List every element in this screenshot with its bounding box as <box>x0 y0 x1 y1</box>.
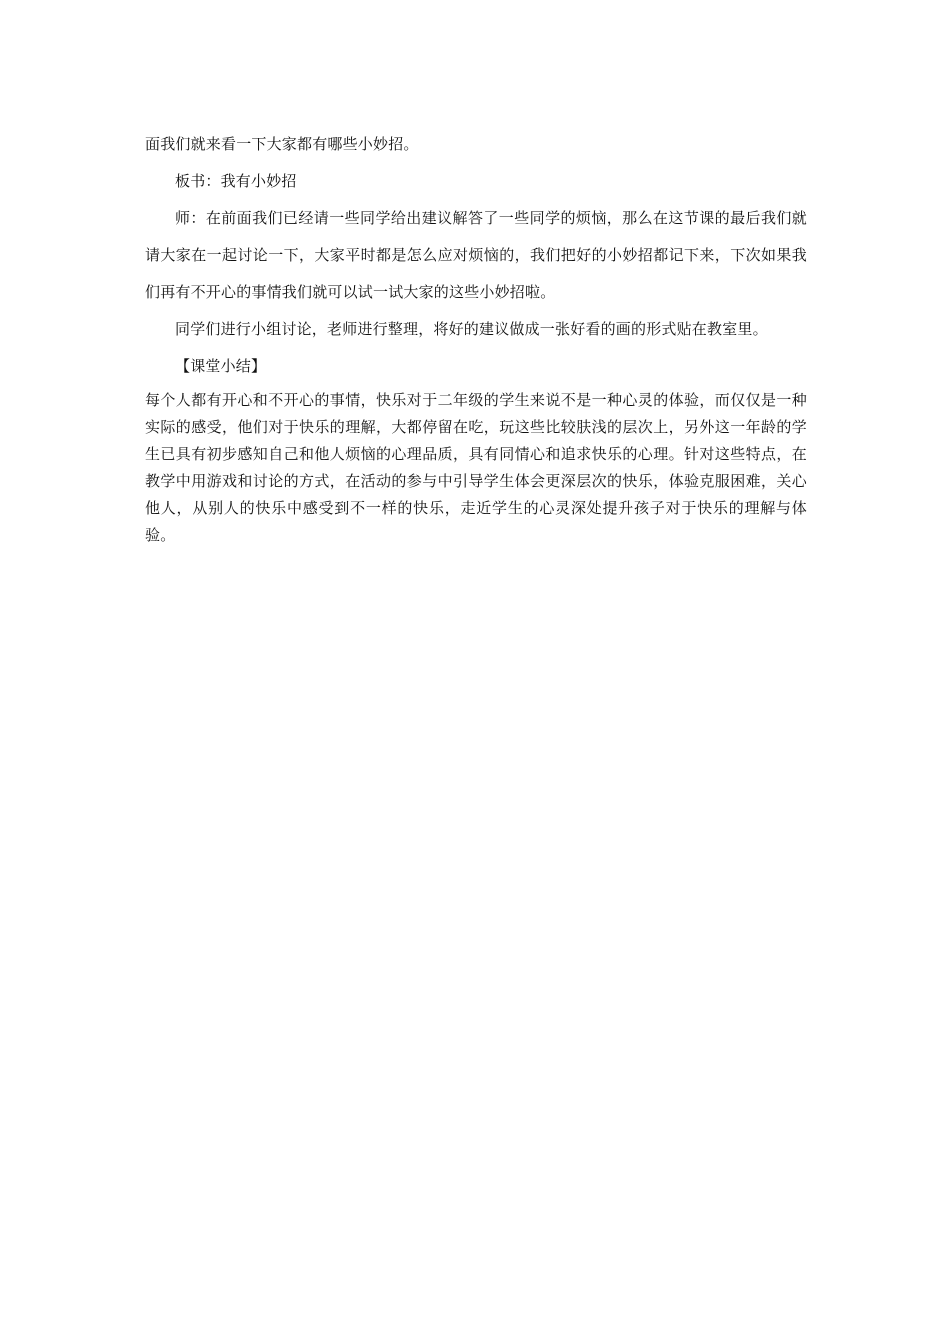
document-body <box>145 126 807 549</box>
paragraph-board-note: 板书：我有小妙招 <box>175 172 297 190</box>
paragraph-group-discussion: 同学们进行小组讨论，老师进行整理，将好的建议做成一张好看的画的形式贴在教室里。 <box>175 320 768 338</box>
section-heading-summary: 【课堂小结】 <box>175 357 267 375</box>
paragraph-teacher-remark: 师：在前面我们已经请一些同学给出建议解答了一些同学的烦恼，那么在这节课的最后我们就请大家在一起讨论一下，大家平时都是怎么应对烦恼的，我们把好的小妙招都记下来，下次如果我们再有不开心的事情我们就可以试一试大家的这些小妙招啦。 <box>145 209 807 301</box>
paragraph-continuation: 面我们就来看一下大家都有哪些小妙招。 <box>145 135 419 153</box>
paragraph-summary: 每个人都有开心和不开心的事情，快乐对于二年级的学生来说不是一种心灵的体验，而仅仅是一种实际的感受，他们对于快乐的理解，大都停留在吃，玩这些比较肤浅的层次上，另外这一年龄的学生已具有初步感知自己和他人烦恼的心理品质，具有同情心和追求快乐的心理。针对这些特点，在教学中用游戏和讨论的方式，在活动的参与中引导学生体会更深层次的快乐，体验克服困难，关心他人，从别人的快乐中感受到不一样的快乐，走近学生的心灵深处提升孩子对于快乐的理解与体验。 <box>145 391 807 544</box>
